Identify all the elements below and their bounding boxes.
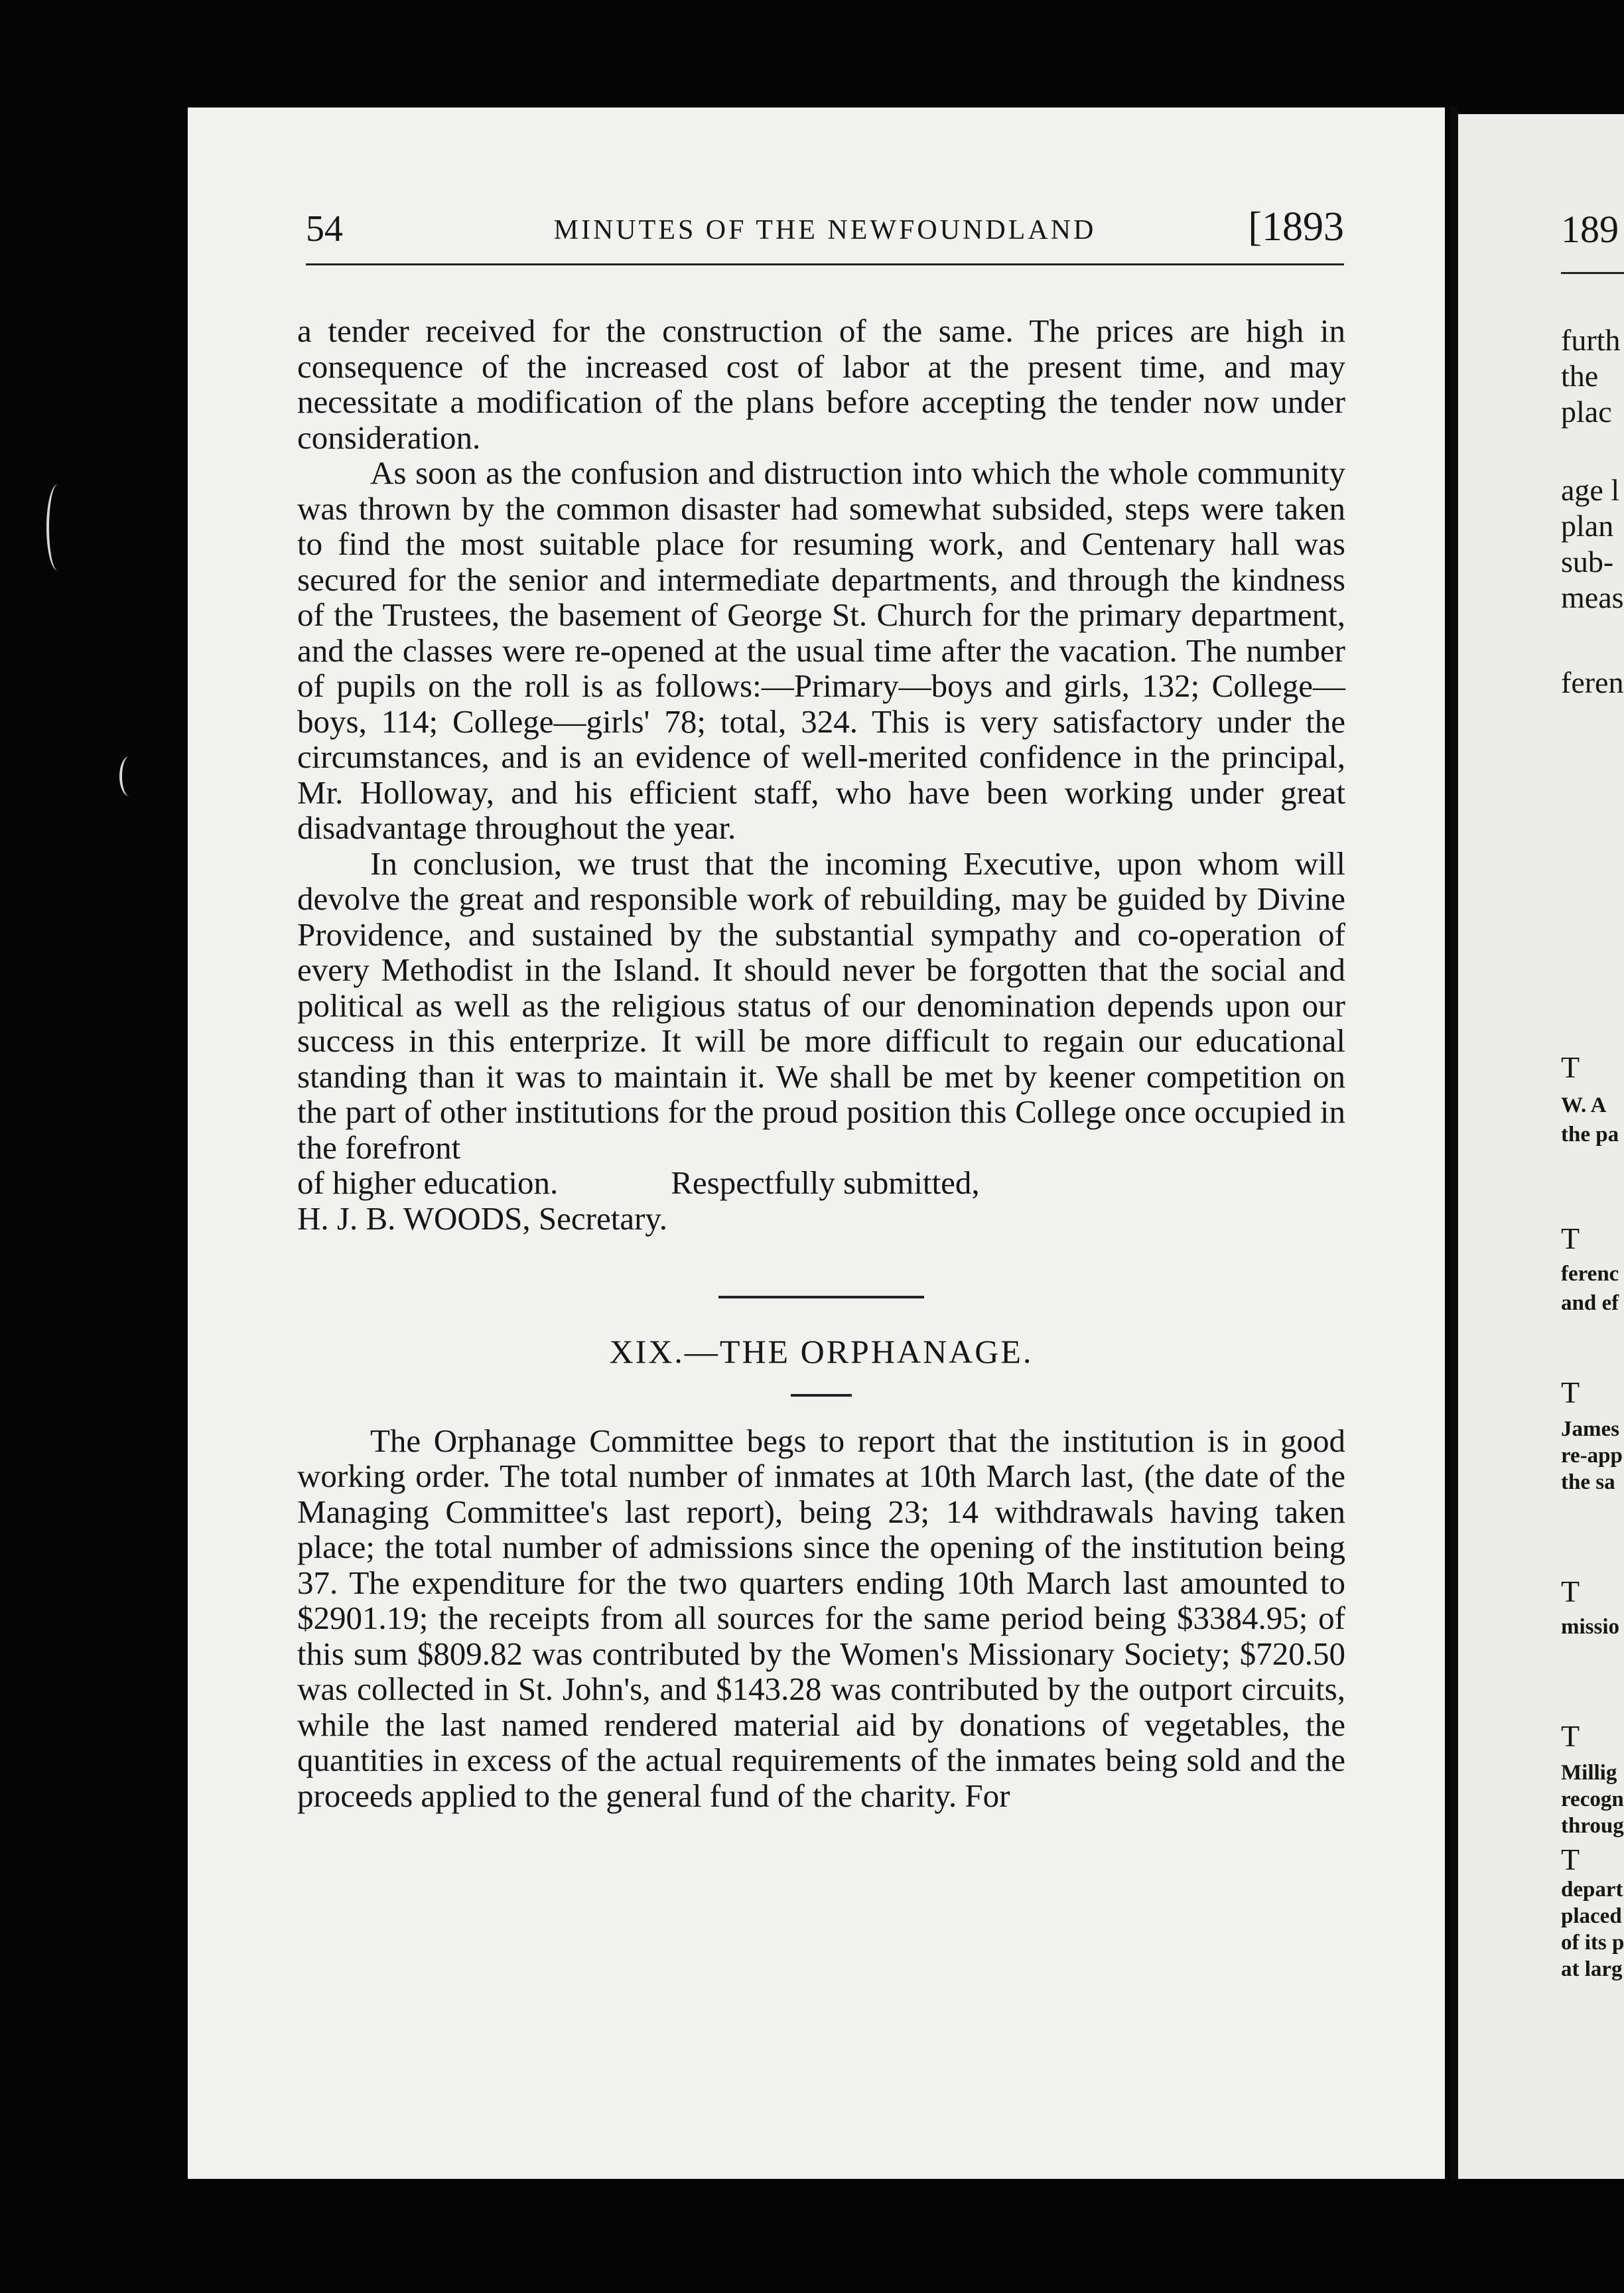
facing-line: of its p (1561, 1931, 1624, 1955)
running-header (306, 198, 1344, 271)
paragraph: As soon as the confusion and distruction into which the whole community was thrown by the common disaster had somewhat subsided, steps were taken to find the most suitable place for resuming work, and Centenary hall was secured for the senior and intermediate departments, and through the kindness of the Trustees, the basement of George St. Church for the primary department, and the classes were re-opened at the usual time after the vacation. The number of pupils on the roll is as follows:—Primary—boys and girls, 132; College—boys, 114; College—girls' 78; total, 324. This is very satisfactory under the circumstances, and is an evidence of well-merited confidence in the principal, Mr. Holloway, and his efficient staff, who have been working under great disadvantage throughout the year. (297, 454, 1345, 846)
body-text (297, 313, 1345, 1813)
facing-line: placed (1561, 1904, 1622, 1928)
facing-line: W. A (1561, 1093, 1607, 1117)
facing-line: feren (1561, 665, 1624, 699)
facing-line: sub- (1561, 545, 1614, 579)
section-divider (791, 1394, 852, 1397)
facing-initial: T (1561, 1375, 1580, 1409)
closing-line (297, 1165, 1345, 1201)
scanned-page (188, 107, 1445, 2179)
header-rule (306, 263, 1344, 265)
facing-line: meas (1561, 581, 1624, 614)
facing-line: re-app (1561, 1444, 1623, 1468)
facing-header-rule (1561, 272, 1624, 274)
facing-line: the (1561, 359, 1599, 393)
facing-line: plac (1561, 395, 1612, 429)
facing-initial: T (1561, 1574, 1580, 1608)
section-title: XIX.—THE ORPHANAGE. (609, 1333, 1034, 1370)
facing-initial: T (1561, 1719, 1580, 1753)
margin-mark (46, 484, 69, 571)
facing-line: missio (1561, 1615, 1620, 1639)
page-number: 54 (306, 208, 343, 249)
paragraph-end: of higher education. (297, 1164, 559, 1201)
facing-initial: T (1561, 1050, 1580, 1084)
signature: H. J. B. WOODS, Secretary. (297, 1200, 667, 1237)
facing-line: James (1561, 1417, 1619, 1441)
facing-page-fragment (1458, 114, 1624, 2179)
facing-initial: T (1561, 1221, 1580, 1255)
facing-line: the pa (1561, 1123, 1619, 1146)
facing-line: recogn (1561, 1787, 1624, 1811)
facing-line: plan (1561, 509, 1614, 543)
facing-line: at larg (1561, 1957, 1623, 1981)
facing-line: furth (1561, 323, 1621, 357)
header-year: [1893 (1248, 204, 1344, 249)
closing-salutation: Respectfully submitted, (671, 1164, 980, 1201)
margin-mark (119, 756, 139, 796)
running-title: MINUTES OF THE NEWFOUNDLAND (553, 215, 1097, 245)
facing-line: depart (1561, 1878, 1623, 1902)
section-divider (718, 1296, 924, 1298)
paragraph: In conclusion, we trust that the incoming Executive, upon whom will devolve the great and responsible work of rebuilding, may be guided by Divine Providence, and sustained by the substantial sympathy and co-operation of every Methodist in the Island. It should never be forgotten that the social and political as well as the religious status of our denomination depends upon our success in this enterprize. It will be more difficult to regain our educational standing than it was to maintain it. We shall be met by keener competition on the part of other institutions for the proud position this College once occupied in the forefront (297, 845, 1345, 1166)
facing-line: age l (1561, 473, 1620, 507)
paragraph: The Orphanage Committee begs to report that the institution is in good working order. The total number of inmates at 10th March last, (the date of the Managing Committee's last report), being 23; 14 withdrawals having taken place; the total number of admissions since the opening of the institution being 37. The expenditure for the two quarters ending 10th March last amounted to $2901.19; the receipts from all sources for the same period being $3384.95; of this sum $809.82 was contributed by the Women's Missionary Society; $720.50 was collected in St. John's, and $143.28 was contributed by the outport circuits, while the last named rendered material aid by donations of vegetables, the quantities in excess of the actual requirements of the inmates being sold and the proceeds applied to the general fund of the charity. For (297, 1422, 1345, 1814)
facing-line: the sa (1561, 1470, 1615, 1494)
book-spine-shadow (1450, 106, 1458, 2179)
facing-line: Millig (1561, 1761, 1617, 1785)
scan-border (188, 2179, 1624, 2293)
facing-line: throug (1561, 1814, 1624, 1838)
facing-initial: T (1561, 1842, 1580, 1876)
facing-line: and ef (1561, 1291, 1619, 1315)
facing-line: ferenc (1561, 1262, 1619, 1286)
facing-page-number: 189 (1561, 208, 1619, 251)
paragraph: a tender received for the construction of the same. The prices are high in consequence of the increased cost of labor at the present time, and may necessitate a modification of the plans before accepting the tender now under consideration. (297, 313, 1345, 456)
